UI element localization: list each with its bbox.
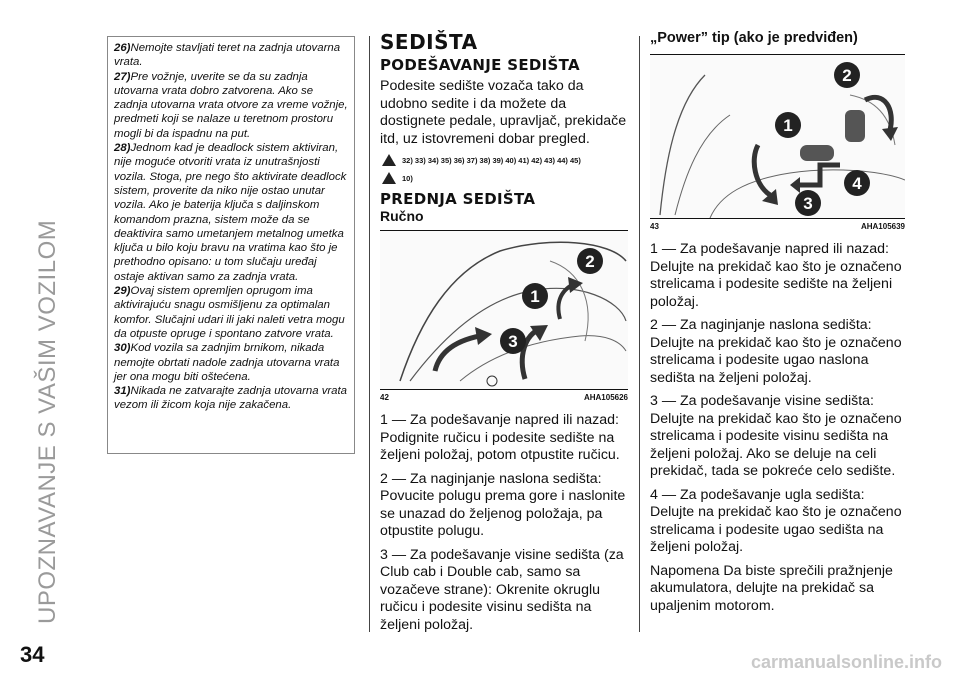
instruction-item: 3 — Za podešavanje visine sedišta: Delujte na prekidač kao što je označeno strelicama i podesite visinu sedišta na željeni položaj. Ako se deluje na celi prekidač, tada se pokreće celo sedište. [650,393,902,479]
section-side-title: UPOZNAVANJE S VAŠIM VOZILOM [34,219,61,624]
figure-caption: 42 AHA105626 [380,393,628,402]
svg-text:4: 4 [852,174,862,193]
warning-item: 28)Jednom kad je deadlock sistem aktiviran, nije moguće otvoriti vrata iz unutrašnjosti vozila. Stoga, pre nego što aktivirate deadlock sistem, proverite da niko nije ostao unutar vozila. Ako je baterija ključa s daljinskom komandom prazna, sistem može da se deaktivira samo umetanjem metalnog umetka ključa u bilo koju bravu na vratima kao što je prethodno opisano: u tom slučaju uređaj ostaje aktivan samo za zadnja vrata. [114,142,347,283]
manual-title: Ručno [380,208,424,224]
intro-text: Podesite sedište vozača tako da udobno sedite i da možete da dostignete pedale, upravljač, prekidače itd, uz istovremeni dobar pregled. [380,78,627,147]
svg-text:1: 1 [530,287,540,306]
instruction-item: 1 — Za podešavanje napred ili nazad: Delujte na prekidač kao što je označeno strelicama i podesite sedište na željeni položaj. [650,241,902,310]
figure-manual-seat [380,230,628,390]
warning-item: 26)Nemojte stavljati teret na zadnja utovarna vrata. [114,42,341,69]
front-seats-title: PREDNJA SEDIŠTA [380,190,536,208]
warning-item: 31)Nikada ne zatvarajte zadnja utovarna vrata vezom ili žicom koja nije zakačena. [114,385,348,412]
seat-illustration [380,231,628,389]
watermark: carmanualsonline.info [750,652,942,672]
power-seat-illustration [650,55,905,218]
svg-text:2: 2 [585,252,595,271]
warning-item: 30)Kod vozila sa zadnjim brnikom, nikada nemojte obrtati nadole zadnja utovarna vrata jer ona mogu biti oštećena. [114,342,340,383]
column-seats-power [650,30,905,621]
warning-triangle-icon [382,154,396,166]
instruction-item: 2 — Za naginjanje naslona sedišta: Povucite polugu prema gore i naslonite se unazad do željenog položaja, pa otpustite polugu. [380,470,626,539]
warnings-box [107,36,355,454]
warning-refs: 32) 33) 34) 35) 36) 37) 38) 39) 40) 41) 42) 43) 44) 45) [382,154,628,166]
caution-refs: 10) [382,172,628,184]
note-text: Napomena Da biste sprečili pražnjenje akumulatora, delujte na prekidač sa upaljenim motorom. [650,562,893,614]
column-divider [639,36,640,632]
warning-item: 27)Pre vožnje, uverite se da su zadnja utovarna vrata dobro zatvorena. Ako se zadnja utovarna vrata otvore za vreme vožnje, predmeti koji se nalaze u teretnom prostoru mogli bi da ispadnu na put. [114,70,348,140]
caution-triangle-icon [382,172,396,184]
column-divider [369,36,370,632]
subsection-title: PODEŠAVANJE SEDIŠTA [380,56,580,74]
instruction-item: 1 — Za podešavanje napred ili nazad: Podignite ručicu i podesite sedište na željeni položaj, potom otpustite ručicu. [380,412,620,463]
svg-text:3: 3 [508,332,518,351]
instruction-item: 4 — Za podešavanje ugla sedišta: Delujte na prekidač kao što je označeno strelicama i podesite ugao sedišta na željeni položaj. [650,486,902,555]
svg-text:1: 1 [783,116,793,135]
power-title: „Power” tip (ako je predviđen) [650,30,858,46]
section-title: SEDIŠTA [380,30,478,54]
page-number: 34 [20,642,45,667]
svg-text:3: 3 [803,194,813,213]
warning-item: 29)Ovaj sistem opremljen oprugom ima aktivirajuću snagu osmišljenu za optimalan komfor. Slučajni udari ili jaki naleti vetra mogu da otpuste opruge i spontano zatvore vrata. [114,285,345,340]
figure-power-seat [650,54,905,219]
instruction-item: 3 — Za podešavanje visine sedišta (za Club cab i Double cab, samo sa vozačeve strane): Okrenite okruglu ručicu i podesite visinu sedišta na željeni položaj. [380,546,624,633]
column-seats-manual [380,30,628,640]
svg-text:2: 2 [842,66,852,85]
instruction-item: 2 — Za naginjanje naslona sedišta: Delujte na prekidač kao što je označeno strelicama i podesite ugao naslona sedišta na željeni položaj. [650,317,902,386]
figure-caption: 43 AHA105639 [650,222,905,231]
